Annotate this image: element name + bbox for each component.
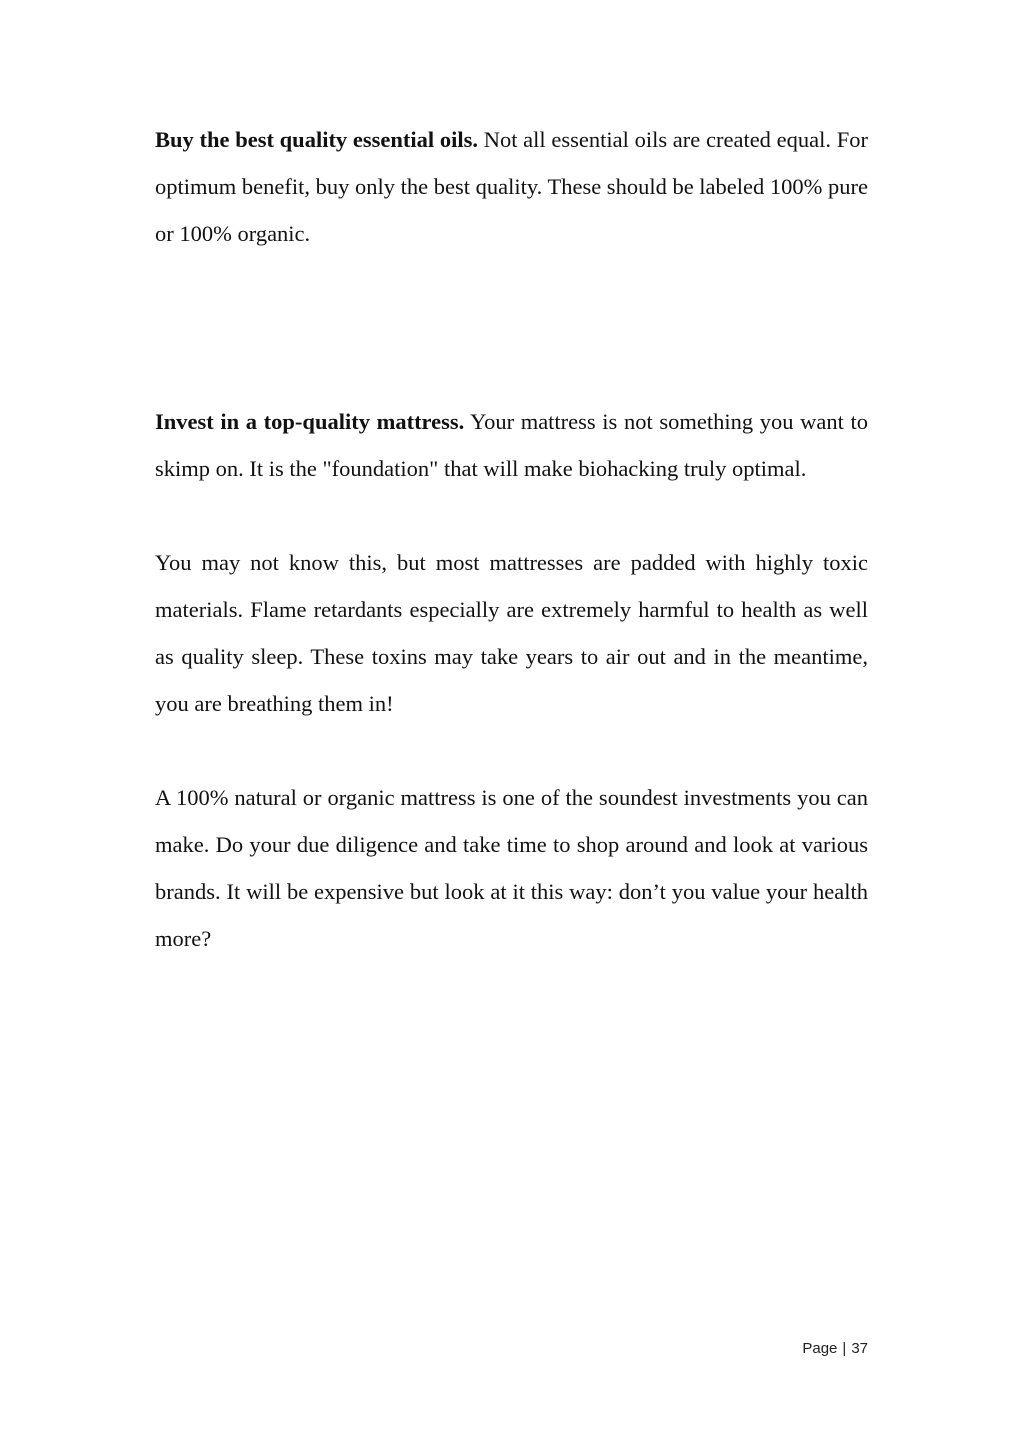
paragraph-body: You may not know this, but most mattresses are padded with highly toxic materials. Flame retardants especially are extremely harmful to health as well as quality sleep. These toxins may take years to air out and in the meantime, you are breathing them in! xyxy=(155,550,868,716)
paragraph-essential-oils xyxy=(155,116,868,257)
paragraph-mattress xyxy=(155,398,868,492)
spacer xyxy=(155,257,868,398)
paragraph-body: Your mattress is not something you want to skimp on. It is the "foundation" that will make biohacking truly optimal. xyxy=(155,409,868,481)
paragraph-body: A 100% natural or organic mattress is one of the soundest investments you can make. Do your due diligence and take time to shop around and look at various brands. It will be expensive but look at it this way: don’t you value your health more? xyxy=(155,785,868,951)
page-footer xyxy=(802,1340,868,1357)
page-label: Page xyxy=(802,1340,838,1357)
page-separator: | xyxy=(842,1340,847,1357)
spacer xyxy=(155,492,868,539)
paragraph-organic-mattress xyxy=(155,774,868,962)
spacer xyxy=(155,727,868,774)
paragraph-lead: Invest in a top-quality mattress. xyxy=(155,409,465,434)
paragraph-body: Not all essential oils are created equal. For optimum benefit, buy only the best quality. These should be labeled 100% pure or 100% organic. xyxy=(155,127,868,246)
paragraph-lead: Buy the best quality essential oils. xyxy=(155,127,478,152)
page-content xyxy=(155,116,868,962)
page-number: 37 xyxy=(851,1340,868,1357)
paragraph-toxic-materials xyxy=(155,539,868,727)
